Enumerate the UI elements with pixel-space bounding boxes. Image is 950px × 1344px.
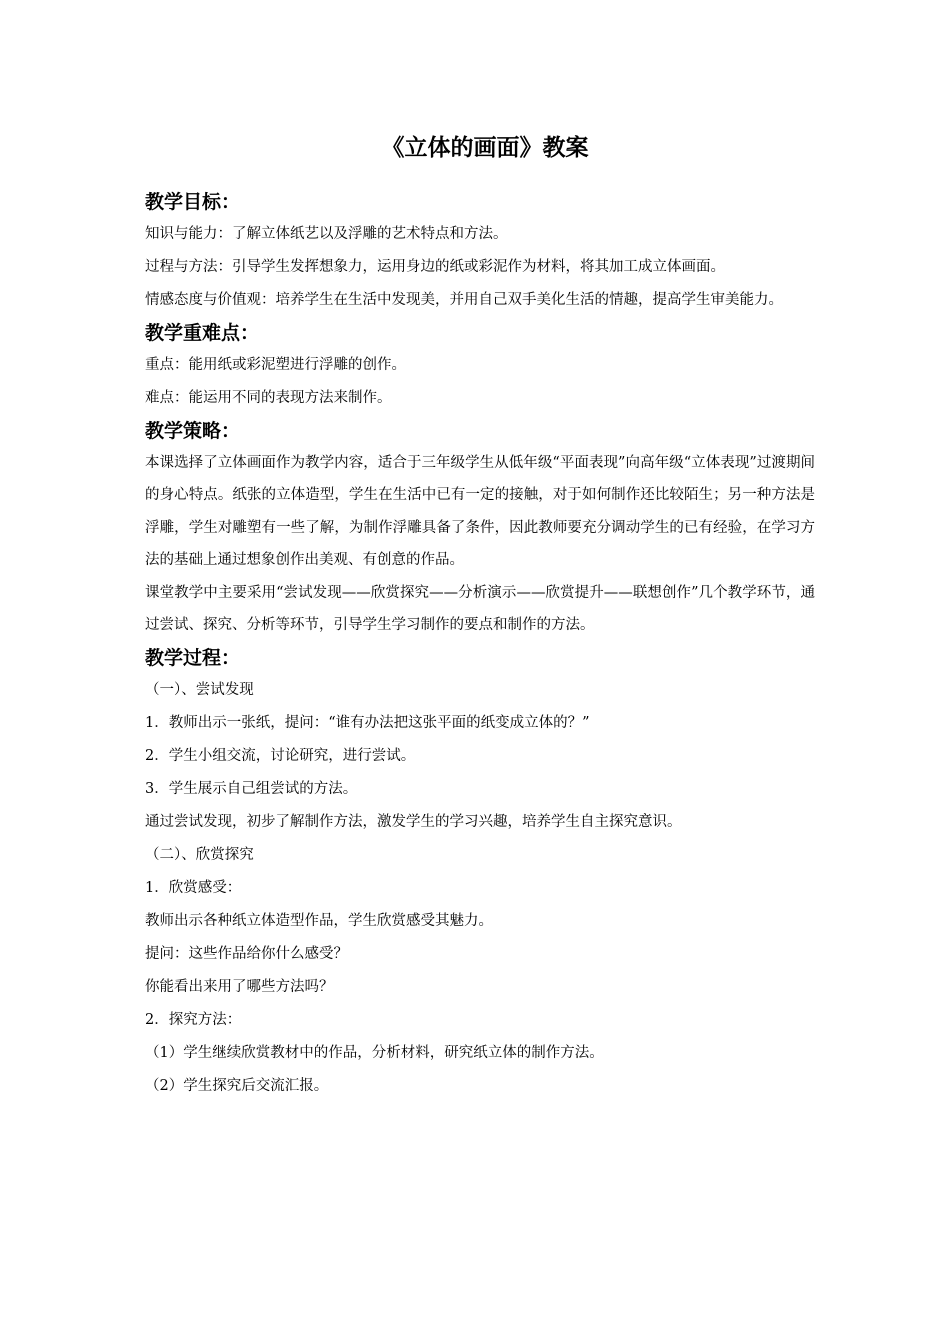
objective-emotion: 情感态度与价值观：培养学生在生活中发现美，并用自己双手美化生活的情趣，提高学生审美能力。	[145, 292, 783, 308]
process-line: 提问：这些作品给你什么感受？	[145, 945, 348, 962]
process-heading: 教学过程：	[145, 646, 241, 669]
key-point-difficulty: 难点：能运用不同的表现方法来制作。	[145, 389, 392, 406]
strategy-heading: 教学策略：	[145, 419, 241, 442]
process-line: （二）、欣赏探究	[145, 846, 254, 863]
objective-knowledge: 知识与能力：了解立体纸艺以及浮雕的艺术特点和方法。	[145, 226, 508, 242]
process-line: （一）、尝试发现	[145, 681, 254, 698]
document-page	[145, 130, 815, 1103]
process-line: 通过尝试发现，初步了解制作方法，激发学生的学习兴趣，培养学生自主探究意识。	[145, 813, 682, 830]
document-title: 《立体的画面》教案	[381, 135, 589, 161]
process-line: 2．探究方法：	[145, 1011, 242, 1028]
process-line: 2．学生小组交流，讨论研究，进行尝试。	[145, 747, 416, 764]
process-line: （2）学生探究后交流汇报。	[145, 1077, 329, 1094]
process-line: 教师出示各种纸立体造型作品，学生欣赏感受其魅力。	[145, 912, 493, 929]
process-line: 1．欣赏感受：	[145, 879, 242, 896]
process-line: （1）学生继续欣赏教材中的作品，分析材料，研究纸立体的制作方法。	[145, 1044, 604, 1061]
process-line: 1．教师出示一张纸，提问：“谁有办法把这张平面的纸变成立体的？”	[145, 714, 590, 731]
objective-process: 过程与方法：引导学生发挥想象力，运用身边的纸或彩泥作为材料，将其加工成立体画面。	[145, 259, 725, 275]
strategy-paragraph: 本课选择了立体画面作为教学内容，适合于三年级学生从低年级“平面表现”向高年级“立体表现”过渡期间的身心特点。纸张的立体造型，学生在生活中已有一定的接触，对于如何制作还比较陌生；另一种方法是浮雕，学生对雕塑有一些了解，为制作浮雕具备了条件，因此教师要充分调动学生的已有经验，在学习方法的基础上通过想象创作出美观、有创意的作品。	[145, 454, 815, 568]
key-point-focus: 重点：能用纸或彩泥塑进行浮雕的创作。	[145, 356, 406, 373]
strategy-paragraph: 课堂教学中主要采用“尝试发现——欣赏探究——分析演示——欣赏提升——联想创作”几个教学环节，通过尝试、探究、分析等环节，引导学生学习制作的要点和制作的方法。	[145, 584, 815, 633]
process-line: 3．学生展示自己组尝试的方法。	[145, 780, 358, 797]
process-line: 你能看出来用了哪些方法吗？	[145, 978, 334, 995]
key-points-heading: 教学重难点：	[145, 321, 260, 344]
objectives-heading: 教学目标：	[145, 191, 241, 213]
